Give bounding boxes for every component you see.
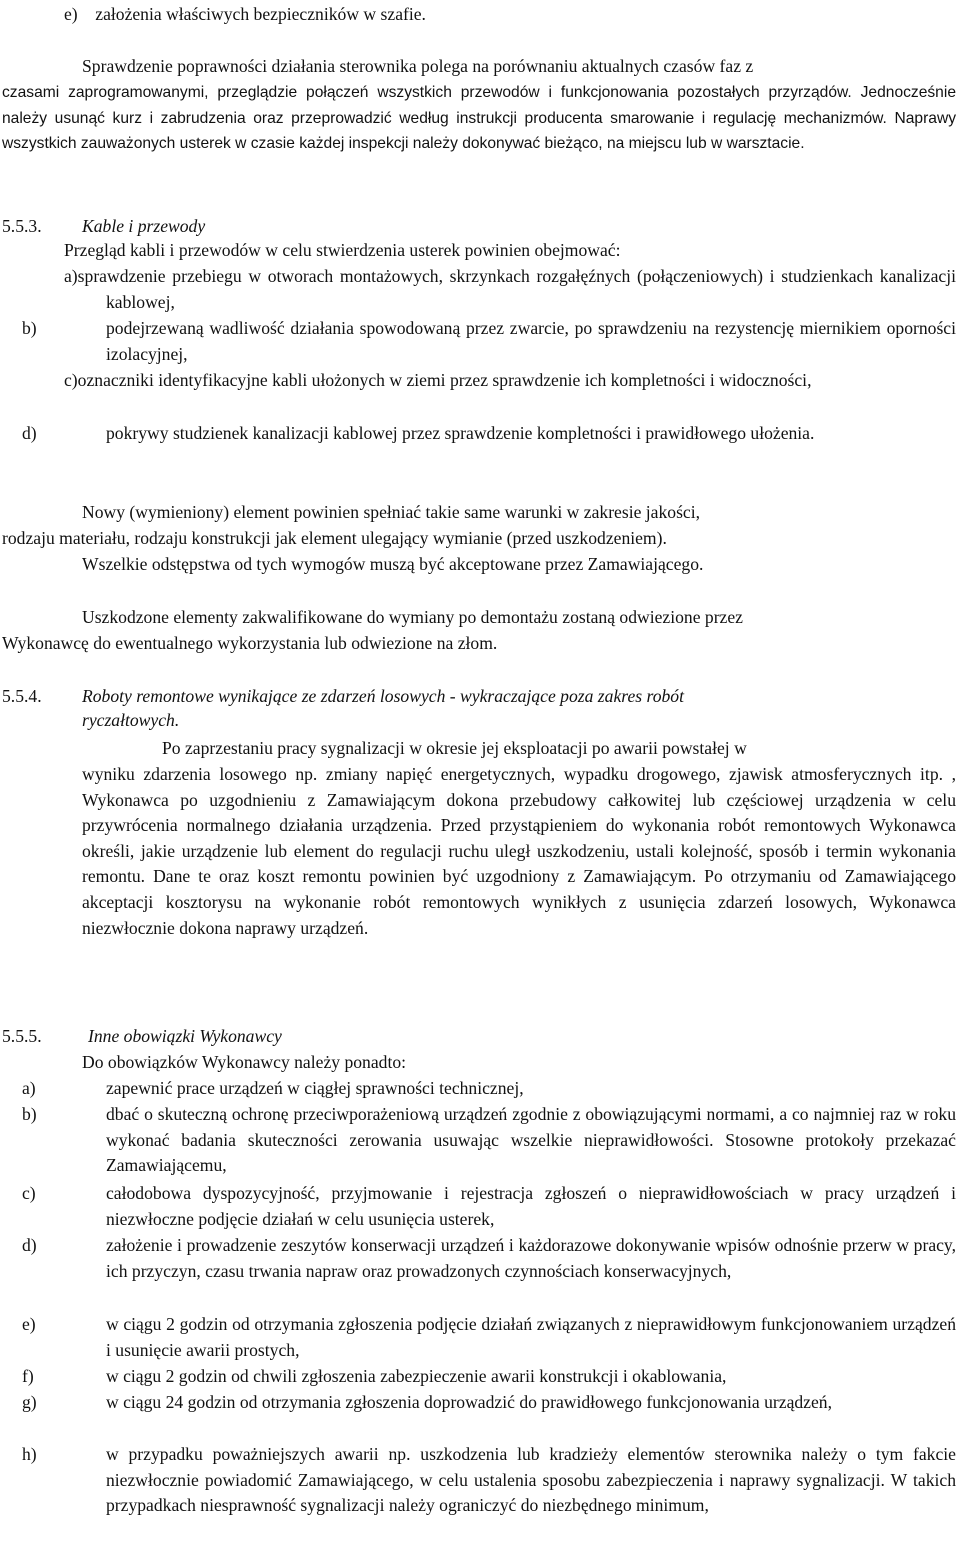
paragraph-controller-check-line1: Sprawdzenie poprawności działania sterownika polega na porównaniu aktualnych czasów faz z bbox=[82, 56, 754, 76]
section-title-554-line2: ryczałtowych. bbox=[82, 710, 180, 730]
list-text: założenie i prowadzenie zeszytów konserwacji urządzeń i każdorazowe dokonywanie wpisów odnośnie przerw w pracy, ich przyczyn, czasu trwania napraw oraz prowadzonych czynnościach konserwacyjnych, bbox=[106, 1235, 956, 1281]
list-item-555-d bbox=[22, 1233, 956, 1284]
list-label: d) bbox=[22, 1235, 37, 1255]
list-item-555-e bbox=[22, 1312, 956, 1363]
list-item-553-d bbox=[22, 421, 956, 447]
section-intro-555: Do obowiązków Wykonawcy należy ponadto: bbox=[82, 1052, 407, 1072]
list-item-555-c bbox=[22, 1181, 956, 1232]
list-text: oznaczniki identyfikacyjne kabli ułożonych w ziemi przez sprawdzenie ich kompletności i widoczności, bbox=[77, 370, 812, 390]
list-label: g) bbox=[22, 1392, 37, 1412]
list-label: h) bbox=[22, 1444, 37, 1464]
section-title-555: Inne obowiązki Wykonawcy bbox=[88, 1026, 282, 1046]
paragraph-new-element-line1: Nowy (wymieniony) element powinien spełniać takie same warunki w zakresie jakości, bbox=[82, 502, 701, 522]
list-text: zapewnić prace urządzeń w ciągłej sprawności technicznej, bbox=[106, 1078, 524, 1098]
paragraph-new-element-line2: rodzaju materiału, rodzaju konstrukcji jak element ulegający wymianie (przed uszkodzeniem). bbox=[2, 528, 667, 548]
list-label: a) bbox=[64, 266, 78, 286]
paragraph-controller-check: czasami zaprogramowanymi, przeglądzie połączeń wszystkich przewodów i funkcjonowania pozostałych przyrządów. Jednocześnie należy usunąć kurz i zabrudzenia oraz przeprowadzić według instrukcji producenta smarowanie i regulację mechanizmów. Naprawy wszystkich zauważonych usterek w czasie każdej inspekcji należy dokonywać bieżąco, na miejscu lub w warsztacie. bbox=[2, 84, 956, 153]
list-item-555-g bbox=[22, 1390, 956, 1416]
list-label: a) bbox=[22, 1078, 36, 1098]
section-title-553: Kable i przewody bbox=[82, 216, 206, 236]
list-text: w przypadku poważniejszych awarii np. uszkodzenia lub kradzieży elementów sterownika należy o tym fakcie niezwłocznie powiadomić Zamawiającego, w celu ustalenia sposobu zabezpieczenia i naprawy sygnalizacji. W takich przypadkach niesprawność sygnalizacji należy ograniczyć do niezbędnego minimum, bbox=[106, 1444, 956, 1516]
list-item-553-b bbox=[22, 316, 956, 367]
list-item-553-c bbox=[64, 368, 956, 394]
paragraph-damaged-line2: Wykonawcę do ewentualnego wykorzystania lub odwiezione na złom. bbox=[2, 633, 498, 653]
list-label: d) bbox=[22, 423, 37, 443]
paragraph-new-element-line3: Wszelkie odstępstwa od tych wymogów muszą być akceptowane przez Zamawiającego. bbox=[82, 554, 704, 574]
section-intro-553: Przegląd kabli i przewodów w celu stwierdzenia usterek powinien obejmować: bbox=[64, 240, 621, 260]
list-item-555-h bbox=[22, 1442, 956, 1519]
list-item-e-fuses: e) założenia właściwych bezpieczników w szafie. bbox=[64, 4, 426, 24]
list-text: dbać o skuteczną ochronę przeciwporażeniową urządzeń zgodnie z obowiązującymi normami, a co najmniej raz w roku wykonać badania skuteczności zerowania usuwając wszelkie nieprawidłowości. Stosowne protokoły przekazać Zamawiającemu, bbox=[106, 1104, 956, 1176]
list-text: sprawdzenie przebiegu w otworach montażowych, skrzynkach rozgałęźnych (połączeniowych) i studzienkach kanalizacji kablowej, bbox=[77, 266, 956, 312]
list-text: podejrzewaną wadliwość działania spowodowaną przez zwarcie, po sprawdzeniu na rezystencję miernikiem oporności izolacyjnej, bbox=[106, 318, 956, 364]
list-label: f) bbox=[22, 1366, 34, 1386]
list-label: b) bbox=[22, 1104, 37, 1124]
list-text: w ciągu 24 godzin od otrzymania zgłoszenia doprowadzić do prawidłowego funkcjonowania urządzeń, bbox=[106, 1392, 832, 1412]
list-label: b) bbox=[22, 318, 37, 338]
section-554-para-line1: Po zaprzestaniu pracy sygnalizacji w okresie jej eksploatacji po awarii powstałej w bbox=[162, 738, 747, 758]
section-554-para: wyniku zdarzenia losowego np. zmiany napięć energetycznych, wypadku drogowego, zjawisk atmosferycznych itp. , Wykonawca po uzgodnieniu z Zamawiającym dokona przebudowy całkowitej lub częściowej urządzenia w celu przywrócenia normalnego działania urządzenia. Przed przystąpieniem do wykonania robót remontowych Wykonawca określi, jakie urządzenie lub element do regulacji ruchu uległ uszkodzeniu, ustali kolejność, sposób i termin wykonania remontu. Dane te oraz koszt remontu powinien być uzgodniony z Zamawiającym. Po otrzymaniu od Zamawiającego akceptacji kosztorysu na wykonanie robót remontowych wynikłych z usunięcia zdarzeń losowych, Wykonawca niezwłocznie dokona naprawy urządzeń. bbox=[82, 764, 956, 938]
list-label: e) bbox=[22, 1314, 36, 1334]
section-title-554-line1: Roboty remontowe wynikające ze zdarzeń losowych - wykraczające poza zakres robót bbox=[82, 686, 684, 706]
list-text: pokrywy studzienek kanalizacji kablowej przez sprawdzenie kompletności i prawidłowego ułożenia. bbox=[106, 423, 815, 443]
list-label: c) bbox=[22, 1183, 36, 1203]
paragraph-damaged-line1: Uszkodzone elementy zakwalifikowane do wymiany po demontażu zostaną odwiezione przez bbox=[82, 607, 743, 627]
section-number-553: 5.5.3. bbox=[2, 216, 42, 236]
list-text: całodobowa dyspozycyjność, przyjmowanie i rejestracja zgłoszeń o nieprawidłowościach w pracy urządzeń i niezwłoczne podjęcie działań w celu usunięcia usterek, bbox=[106, 1183, 956, 1229]
list-text: w ciągu 2 godzin od chwili zgłoszenia zabezpieczenie awarii konstrukcji i okablowania, bbox=[106, 1366, 727, 1386]
list-item-553-a bbox=[64, 264, 956, 315]
list-item-555-b bbox=[22, 1102, 956, 1179]
section-number-554: 5.5.4. bbox=[2, 686, 42, 706]
list-item-555-a bbox=[22, 1076, 956, 1102]
list-text: w ciągu 2 godzin od otrzymania zgłoszenia podjęcie działań związanych z nieprawidłowym funkcjonowaniem urządzeń i usunięcie awarii prostych, bbox=[106, 1314, 956, 1360]
section-number-555: 5.5.5. bbox=[2, 1026, 42, 1046]
list-label: c) bbox=[64, 370, 78, 390]
list-item-555-f bbox=[22, 1364, 956, 1390]
